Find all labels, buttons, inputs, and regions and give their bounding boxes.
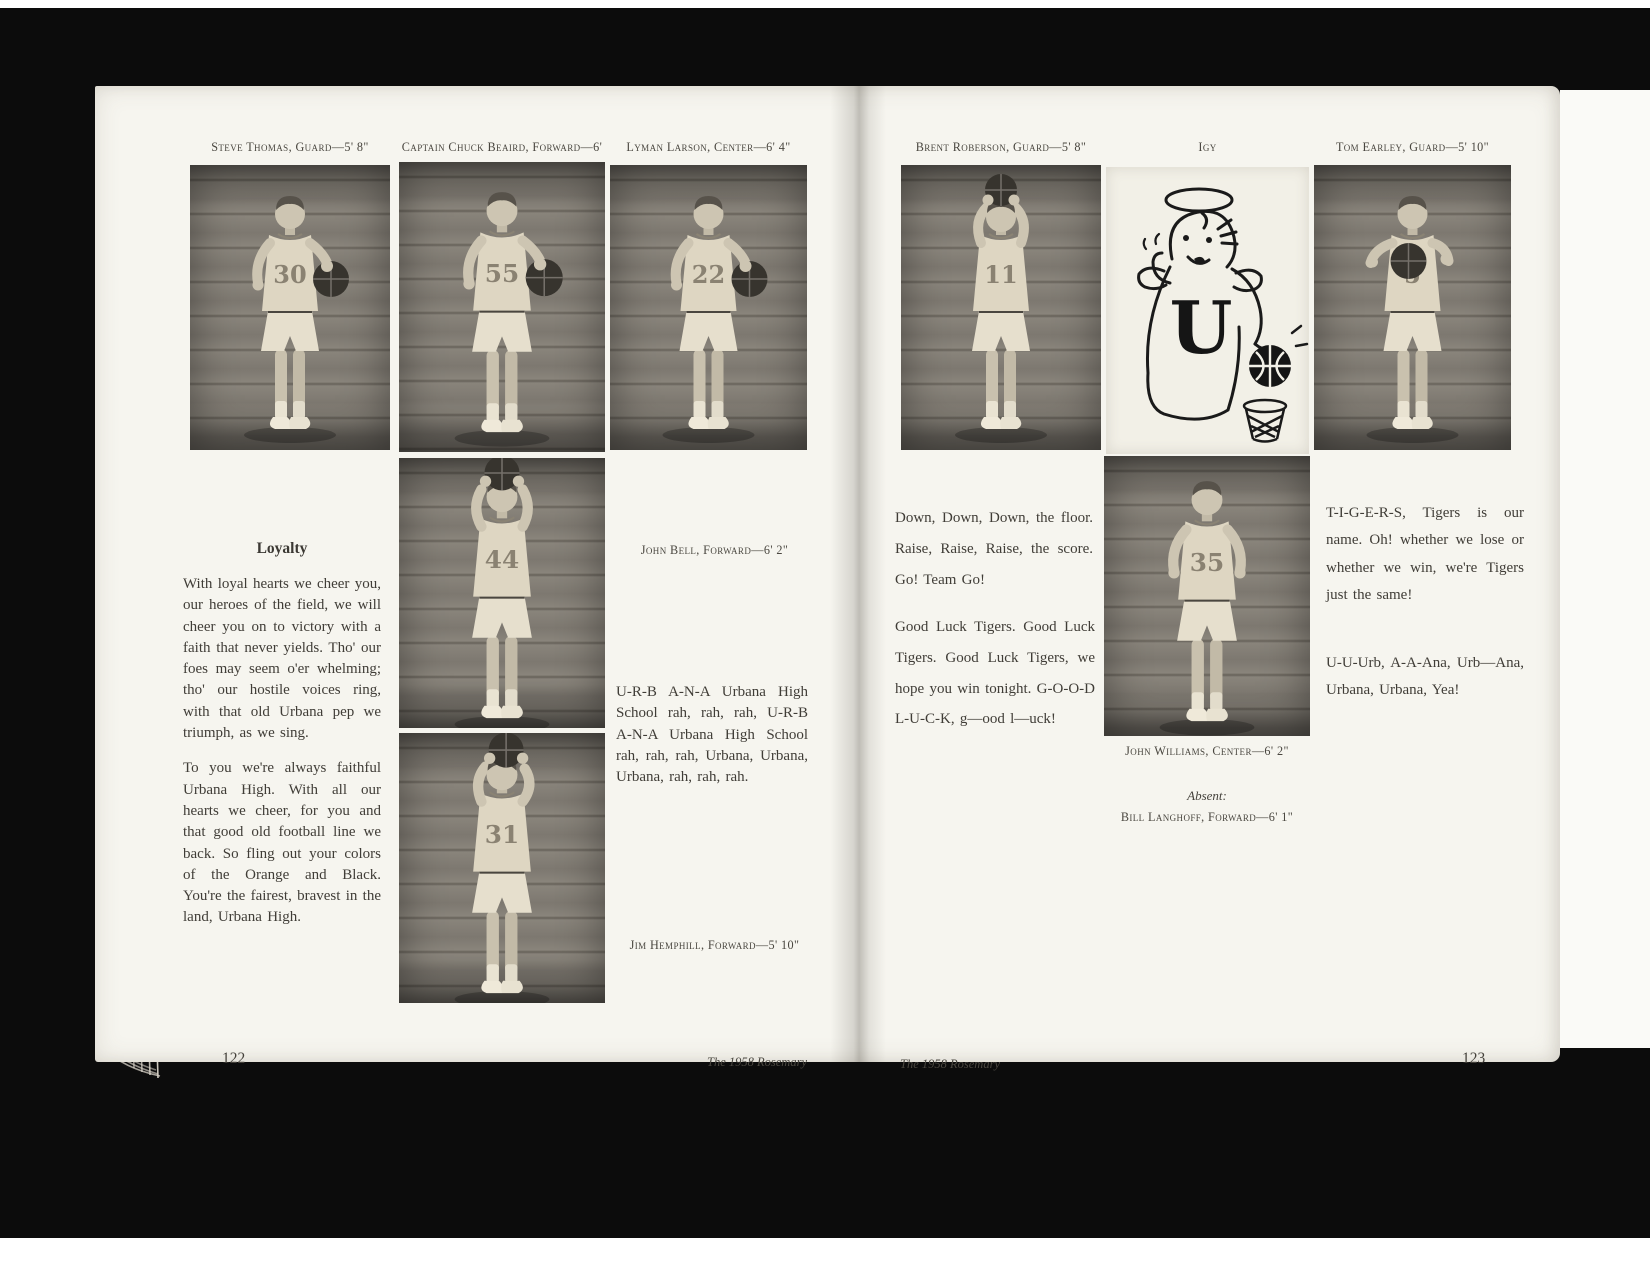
player-illustration — [1314, 165, 1511, 450]
basketball-hoop-icon — [1244, 400, 1286, 442]
loyalty-song-block — [183, 540, 381, 943]
jersey-number: 35 — [1189, 547, 1225, 577]
book-gutter-shadow — [830, 86, 886, 1062]
photo-lyman-larson — [610, 165, 807, 450]
cheer-down-the-floor: Down, Down, Down, the floor. Raise, Raise, Raise, the score. Go! Team Go! — [895, 510, 1093, 588]
scanner-background-right — [1560, 90, 1650, 1048]
cheer-good-luck-tigers: Good Luck Tigers. Good Luck Tigers. Good Luck Tigers, we hope you win tonight. G-O-O-D L-U-C-K, g—ood l—uck! — [895, 619, 1095, 728]
photo-jim-hemphill — [399, 733, 605, 1003]
caption-john-bell: John Bell, Forward—6' 2" — [640, 543, 789, 557]
player-illustration — [610, 165, 807, 450]
player-illustration — [190, 165, 390, 450]
mascot-igy-illustration — [1106, 167, 1309, 454]
photo-chuck-beaird — [399, 162, 605, 452]
cheer-tigers-name: T-I-G-E-R-S, Tigers is our name. Oh! whether we lose or whether we win, we're Tigers just the same! — [1326, 505, 1524, 603]
caption-lyman-larson: Lyman Larson, Center—6' 4" — [626, 140, 791, 154]
player-illustration — [399, 458, 605, 728]
photo-john-bell — [399, 458, 605, 728]
footer-book-title-right: The 1958 Rosemary — [900, 1057, 1000, 1071]
caption-bill-langhoff: Bill Langhoff, Forward—6' 1" — [1120, 810, 1294, 824]
jersey-number: 44 — [484, 544, 520, 574]
player-illustration — [399, 733, 605, 1003]
school-cheer-urb-ana: U-R-B A-N-A Urbana High School rah, rah, rah, U-R-B A-N-A Urbana High School rah, rah, rah, Urbana, Urbana, Urbana, rah, rah, rah. — [616, 684, 808, 786]
caption-jim-hemphill: Jim Hemphill, Forward—5' 10" — [629, 938, 800, 952]
photo-john-williams — [1104, 456, 1310, 736]
jersey-number: 31 — [484, 819, 520, 849]
photo-brent-roberson — [901, 165, 1101, 450]
halo-icon — [1166, 189, 1232, 211]
player-illustration — [1104, 456, 1310, 736]
player-illustration — [399, 162, 605, 452]
igy-cartoon — [1106, 167, 1309, 454]
loyalty-title: Loyalty — [256, 540, 308, 557]
mascot-chest-letter: U — [1169, 285, 1233, 370]
photo-tom-earley — [1314, 165, 1511, 450]
player-illustration — [901, 165, 1101, 450]
caption-brent-roberson: Brent Roberson, Guard—5' 8" — [915, 140, 1087, 154]
footer-book-title-left: The 1958 Rosemary — [707, 1055, 807, 1069]
page-number-123: 123 — [1462, 1050, 1486, 1067]
caption-mascot-igy: Igy — [1198, 140, 1217, 154]
loyalty-paragraph-2: To you we're always faithful Urbana High. With all our hearts we cheer, for you and that good old football line we back. So fling out your colors of the Orange and Black. You're the fairest, bravest in the land, Urbana High. — [183, 760, 381, 926]
photo-steve-thomas — [190, 165, 390, 450]
caption-tom-earley: Tom Earley, Guard—5' 10" — [1335, 140, 1490, 154]
cheer-urb-ana-yea: U-U-Urb, A-A-Ana, Urb—Ana, Urbana, Urbana, Yea! — [1326, 655, 1524, 699]
caption-chuck-beaird: Captain Chuck Beaird, Forward—6' — [401, 140, 603, 154]
jersey-number: 30 — [273, 260, 307, 289]
caption-steve-thomas: Steve Thomas, Guard—5' 8" — [211, 140, 369, 154]
loyalty-paragraph-1: With loyal hearts we cheer you, our heroes of the field, we will cheer you on to victory with a faith that never yields. Tho' our foes may seem o'er whelming; tho' our hostile voices ring, with that old Urbana pep we triumph, as we sing. — [183, 576, 381, 742]
absent-label: Absent: — [1187, 788, 1227, 803]
page-number-122: 122 — [222, 1050, 246, 1067]
caption-john-williams: John Williams, Center—6' 2" — [1125, 744, 1289, 758]
jersey-number: 55 — [484, 258, 520, 288]
jersey-number: 22 — [691, 260, 726, 289]
jersey-number: 11 — [984, 260, 1018, 289]
